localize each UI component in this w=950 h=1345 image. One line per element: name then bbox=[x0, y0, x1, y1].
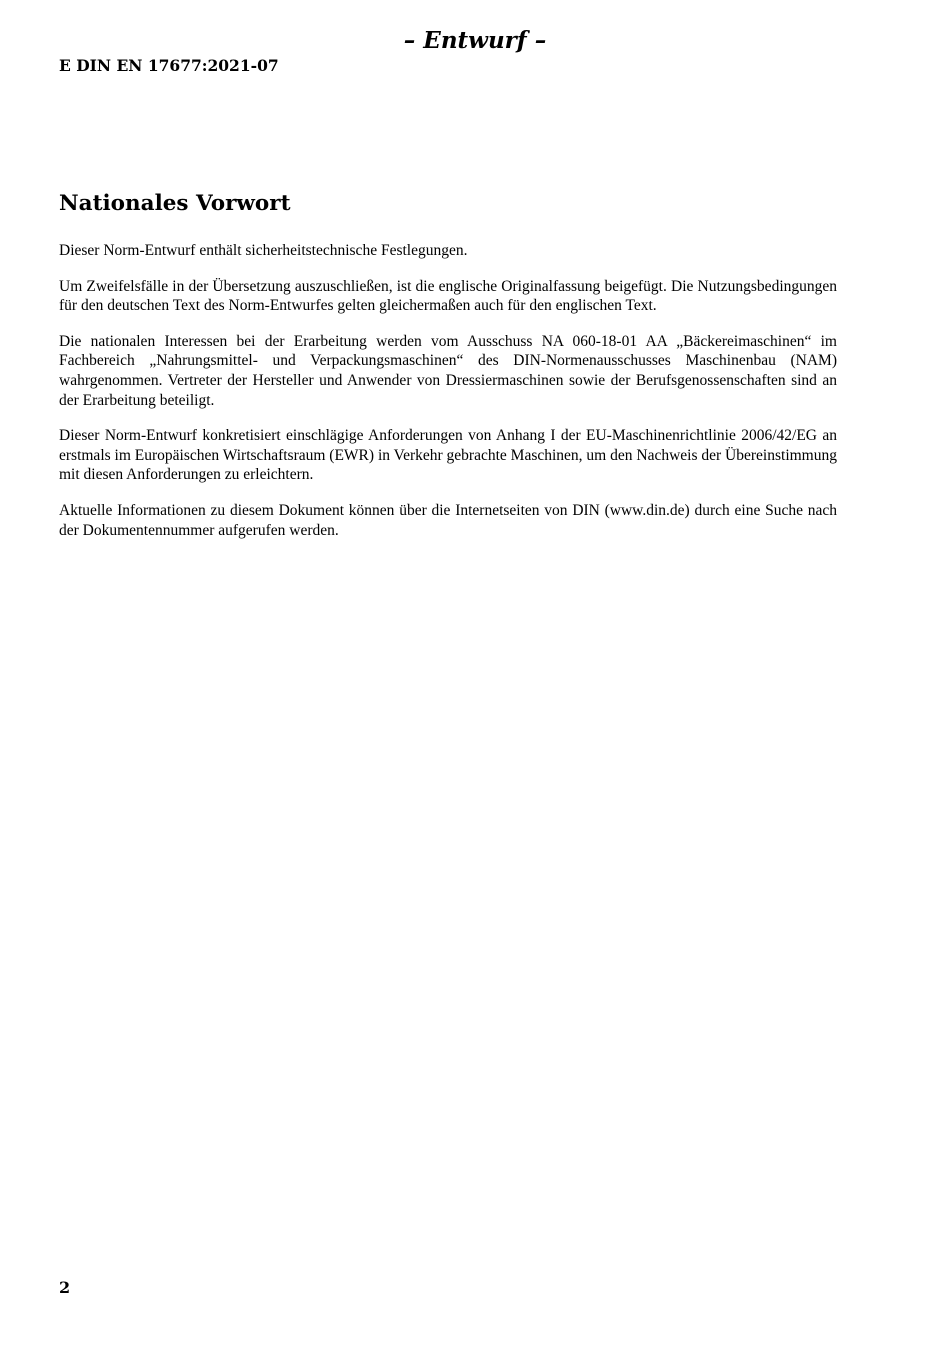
document-id: E DIN EN 17677:2021-07 bbox=[59, 56, 279, 75]
paragraph: Um Zweifelsfälle in der Übersetzung auszuschließen, ist die englische Originalfassung beigefügt. Die Nutzungsbedingungen für den deutschen Text des Norm-Entwurfes gelten gleichermaßen auch für den englischen Text. bbox=[59, 277, 837, 315]
paragraph: Dieser Norm-Entwurf konkretisiert einschlägige Anforderungen von Anhang I der EU-Maschinenrichtlinie 2006/42/EG an erstmals im Europäischen Wirtschaftsraum (EWR) in Verkehr gebrachte Maschinen, um den Nachweis der Übereinstimmung mit diesen Anforderungen zu erleichtern. bbox=[59, 427, 837, 484]
section-title: Nationales Vorwort bbox=[59, 191, 291, 216]
paragraph: Aktuelle Informationen zu diesem Dokument können über die Internetseiten von DIN (www.din.de) durch eine Suche nach der Dokumentennummer aufgerufen werden. bbox=[59, 501, 837, 539]
section-body bbox=[59, 241, 837, 556]
paragraph: Die nationalen Interessen bei der Erarbeitung werden vom Ausschuss NA 060-18-01 AA „Bäckereimaschinen“ im Fachbereich „Nahrungsmittel- und Verpackungsmaschinen“ des DIN-Normenausschusses Maschinenbau (NAM) wahrgenommen. Vertreter der Hersteller und Anwender von Dressiermaschinen sowie der Berufsgenossenschaften sind an der Erarbeitung beteiligt. bbox=[59, 332, 837, 409]
draft-watermark: – Entwurf – bbox=[403, 27, 547, 54]
paragraph: Dieser Norm-Entwurf enthält sicherheitstechnische Festlegungen. bbox=[59, 242, 468, 259]
page-number: 2 bbox=[59, 1278, 71, 1297]
